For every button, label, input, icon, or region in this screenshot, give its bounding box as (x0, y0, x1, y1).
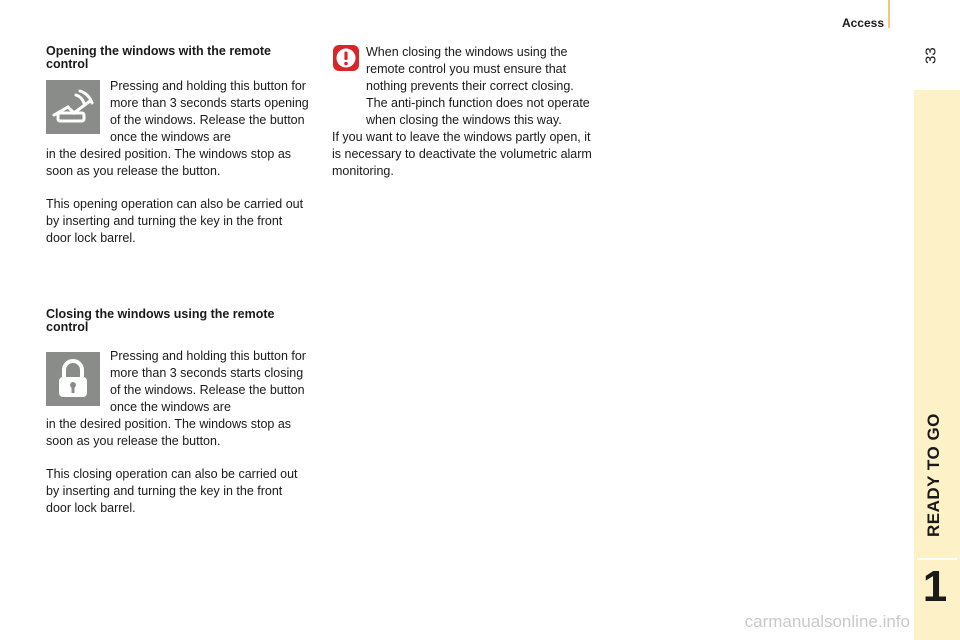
closing-instructions (46, 348, 316, 450)
opening-instructions-lead: Pressing and holding this button for more than 3 seconds starts opening of the windows. Release the button once the windows are (110, 79, 309, 144)
warning-paragraph-2: If you want to leave the windows partly open, it is necessary to deactivate the volumetric alarm monitoring. (332, 130, 592, 178)
chapter-number: 1 (922, 562, 948, 611)
closing-key-note: This closing operation can also be carried out by inserting and turning the key in the front door lock barrel. (46, 467, 298, 515)
chapter-divider (917, 558, 957, 560)
opening-instructions (46, 78, 316, 180)
opening-key-note: This opening operation can also be carried out by inserting and turning the key in the front door lock barrel. (46, 197, 304, 245)
watermark: carmanualsonline.info (744, 612, 910, 631)
warning-note (332, 44, 594, 180)
header-divider (888, 0, 890, 28)
chapter-title: READY TO GO (924, 413, 943, 537)
section-label: Access (841, 16, 884, 30)
warning-paragraph-1: When closing the windows using the remote control you must ensure that nothing prevents their correct closing. The anti-pinch function does not operate when closing the windows this way. (366, 45, 590, 127)
opening-heading: Opening the windows with the remote control (46, 44, 272, 71)
opening-instructions-tail: in the desired position. The windows stop as soon as you release the button. (46, 147, 292, 178)
page-number: 33 (922, 47, 940, 65)
closing-instructions-tail: in the desired position. The windows stop as soon as you release the button. (46, 417, 292, 448)
closing-instructions-lead: Pressing and holding this button for more than 3 seconds starts closing of the windows. Release the button once the windows are (110, 349, 306, 414)
closing-heading: Closing the windows using the remote control (46, 307, 275, 334)
